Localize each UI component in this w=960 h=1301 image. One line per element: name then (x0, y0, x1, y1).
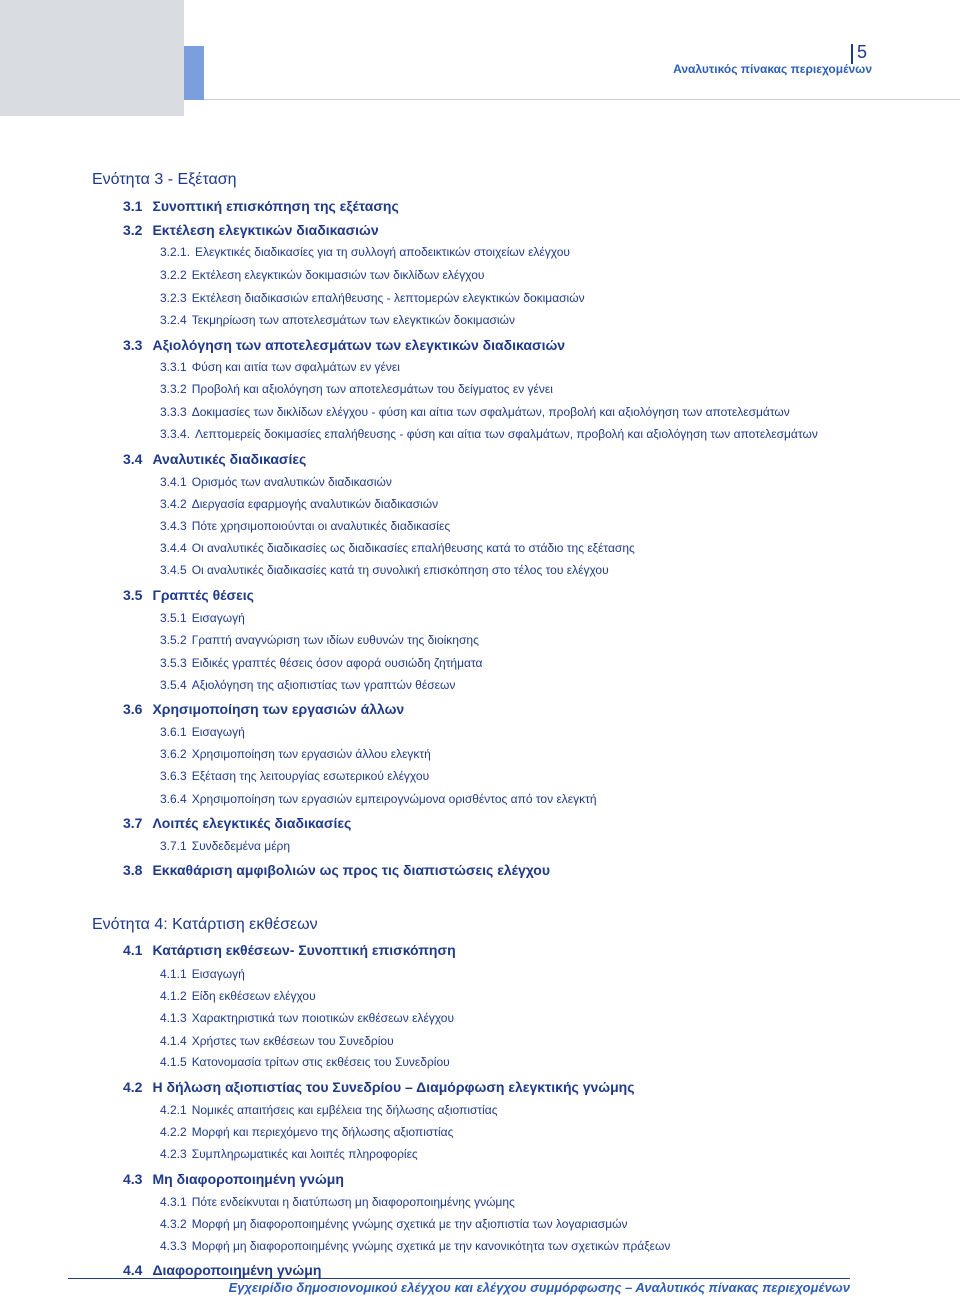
toc-title: Μορφή μη διαφοροποιημένης γνώμης σχετικά με την κανονικότητα των σχετικών πράξεων (191, 1239, 671, 1253)
toc-title: Πότε χρησιμοποιούνται οι αναλυτικές διαδικασίες (191, 519, 451, 533)
toc-subsection[interactable] (160, 967, 245, 981)
toc-number: 3.4 (123, 451, 143, 467)
toc-subsection[interactable] (160, 792, 597, 806)
toc-title: Τεκμηρίωση των αποτελεσμάτων των ελεγκτικών δοκιμασιών (191, 313, 515, 327)
toc-number: 3.4.5 (160, 563, 187, 577)
toc-chapter[interactable] (92, 171, 237, 189)
toc-number: 3.5.1 (160, 611, 187, 625)
toc-subsection[interactable] (160, 747, 431, 761)
toc-subsection[interactable] (160, 563, 609, 577)
toc-section[interactable] (123, 862, 550, 878)
toc-subsection[interactable] (160, 989, 316, 1003)
toc-subsection[interactable] (160, 611, 245, 625)
toc-number: 3.5 (123, 587, 143, 603)
toc-number: 4.1.3 (160, 1011, 187, 1025)
toc-number: 3.5.4 (160, 678, 187, 692)
toc-subsection[interactable] (160, 678, 455, 692)
toc-subsection[interactable] (160, 427, 818, 441)
toc-number: 3.3.4. (160, 427, 191, 441)
toc-number: 4.2 (123, 1079, 143, 1095)
toc-subsection[interactable] (160, 519, 450, 533)
header-blue-bar (184, 46, 204, 100)
toc-number: 3.3.3 (160, 405, 187, 419)
toc-subsection[interactable] (160, 1147, 418, 1161)
toc-title: Εισαγωγή (191, 611, 245, 625)
toc-title: Δοκιμασίες των δικλίδων ελέγχου - φύση και αίτια των σφαλμάτων, προβολή και αξιολόγηση των αποτελεσμάτων (191, 405, 790, 419)
footer-rule (68, 1278, 850, 1279)
toc-title: Εκτέλεση ελεγκτικών δοκιμασιών των δικλίδων ελέγχου (191, 268, 485, 282)
toc-title: Νομικές απαιτήσεις και εμβέλεια της δήλωσης αξιοπιστίας (191, 1103, 498, 1117)
toc-number: 3.7 (123, 815, 143, 831)
toc-title: Λοιπές ελεγκτικές διαδικασίες (152, 815, 352, 831)
toc-title: Εκτέλεση ελεγκτικών διαδικασιών (152, 222, 379, 238)
toc-number: 3.4.3 (160, 519, 187, 533)
toc-title: Προβολή και αξιολόγηση των αποτελεσμάτων του δείγματος εν γένει (191, 382, 553, 396)
toc-section[interactable] (123, 1079, 635, 1095)
toc-number: 3.6.4 (160, 792, 187, 806)
footer-title: Εγχειρίδιο δημοσιονομικού ελέγχου και ελέγχου συμμόρφωσης – Αναλυτικός πίνακας περιεχομένων (228, 1280, 850, 1295)
toc-title: Μορφή και περιεχόμενο της δήλωσης αξιοπιστίας (191, 1125, 454, 1139)
toc-subsection[interactable] (160, 360, 400, 374)
toc-subsection[interactable] (160, 769, 429, 783)
toc-subsection[interactable] (160, 1239, 670, 1253)
toc-number: 3.4.1 (160, 475, 187, 489)
toc-title: Αξιολόγηση της αξιοπιστίας των γραπτών θέσεων (191, 678, 456, 692)
toc-section[interactable] (123, 1171, 344, 1187)
toc-number: 3.3.1 (160, 360, 187, 374)
toc-number: 4.3.2 (160, 1217, 187, 1231)
toc-chapter[interactable] (92, 916, 318, 934)
toc-title: Συμπληρωματικές και λοιπές πληροφορίες (191, 1147, 418, 1161)
toc-subsection[interactable] (160, 475, 392, 489)
page-number: 5 (856, 42, 867, 62)
toc-section[interactable] (123, 587, 254, 603)
toc-title: Εξέταση της λειτουργίας εσωτερικού ελέγχου (191, 769, 430, 783)
toc-number: 4.3.1 (160, 1195, 187, 1209)
toc-number: 3.2.1. (160, 245, 191, 259)
toc-number: 3.6.1 (160, 725, 187, 739)
toc-number: 3.2.3 (160, 291, 187, 305)
toc-title: Αξιολόγηση των αποτελεσμάτων των ελεγκτικών διαδικασιών (152, 337, 566, 353)
header-rule (204, 99, 960, 100)
toc-number: 3.5.3 (160, 656, 187, 670)
toc-number: 4.1.4 (160, 1034, 187, 1048)
toc-title: Κατονομασία τρίτων στις εκθέσεις του Συνεδρίου (191, 1055, 450, 1069)
toc-title: Πότε ενδείκνυται η διατύπωση μη διαφοροποιημένης γνώμης (191, 1195, 515, 1209)
toc-title: Ενότητα 3 - Εξέταση (92, 171, 237, 188)
toc-title: Συνοπτική επισκόπηση της εξέτασης (152, 198, 399, 214)
toc-subsection[interactable] (160, 656, 482, 670)
toc-subsection[interactable] (160, 1125, 453, 1139)
toc-title: Χρησιμοποίηση των εργασιών εμπειρογνώμονα ορισθέντος από τον ελεγκτή (191, 792, 597, 806)
toc-title: Εκκαθάριση αμφιβολιών ως προς τις διαπιστώσεις ελέγχου (152, 862, 550, 878)
toc-number: 3.2.2 (160, 268, 187, 282)
toc-subsection[interactable] (160, 268, 484, 282)
toc-title: Ενότητα 4: Κατάρτιση εκθέσεων (92, 916, 318, 933)
toc-subsection[interactable] (160, 291, 585, 305)
toc-number: 4.3.3 (160, 1239, 187, 1253)
toc-subsection[interactable] (160, 1103, 498, 1117)
toc-number: 3.5.2 (160, 633, 187, 647)
toc-section[interactable] (123, 701, 404, 717)
toc-title: Εισαγωγή (191, 967, 245, 981)
toc-title: Διαφοροποιημένη γνώμη (152, 1262, 322, 1278)
toc-number: 3.2.4 (160, 313, 187, 327)
toc-subsection[interactable] (160, 1034, 394, 1048)
toc-subsection[interactable] (160, 633, 479, 647)
toc-title: Μη διαφοροποιημένη γνώμη (152, 1171, 344, 1187)
toc-title: Εισαγωγή (191, 725, 245, 739)
toc-subsection[interactable] (160, 313, 515, 327)
toc-title: Διεργασία εφαρμογής αναλυτικών διαδικασιών (191, 497, 439, 511)
toc-number: 4.1.1 (160, 967, 187, 981)
toc-number: 3.3.2 (160, 382, 187, 396)
toc-subsection[interactable] (160, 1195, 515, 1209)
toc-subsection[interactable] (160, 1217, 628, 1231)
toc-section[interactable] (123, 337, 565, 353)
toc-title: Γραπτή αναγνώριση των ιδίων ευθυνών της διοίκησης (191, 633, 479, 647)
toc-title: Χαρακτηριστικά των ποιοτικών εκθέσεων ελέγχου (191, 1011, 455, 1025)
toc-subsection[interactable] (160, 839, 290, 853)
toc-title: Γραπτές θέσεις (152, 587, 254, 603)
toc-number: 3.2 (123, 222, 143, 238)
toc-title: Η δήλωση αξιοπιστίας του Συνεδρίου – Διαμόρφωση ελεγκτικής γνώμης (152, 1079, 635, 1095)
toc-title: Συνδεδεμένα μέρη (191, 839, 291, 853)
toc-number: 4.2.2 (160, 1125, 187, 1139)
toc-number: 4.1.5 (160, 1055, 187, 1069)
toc-title: Εκτέλεση διαδικασιών επαλήθευσης - λεπτομερών ελεγκτικών δοκιμασιών (191, 291, 585, 305)
toc-section[interactable] (123, 1262, 321, 1278)
header-gray-block (0, 0, 184, 116)
toc-subsection[interactable] (160, 245, 570, 259)
toc-title: Οι αναλυτικές διαδικασίες ως διαδικασίες επαλήθευσης κατά το στάδιο της εξέτασης (191, 541, 635, 555)
toc-number: 3.1 (123, 198, 143, 214)
toc-number: 3.4.4 (160, 541, 187, 555)
toc-section[interactable] (123, 942, 456, 958)
page-number-tick (851, 44, 853, 64)
toc-title: Χρησιμοποίηση των εργασιών άλλου ελεγκτή (191, 747, 431, 761)
toc-title: Αναλυτικές διαδικασίες (152, 451, 307, 467)
toc-title: Χρήστες των εκθέσεων του Συνεδρίου (191, 1034, 394, 1048)
toc-number: 3.6.2 (160, 747, 187, 761)
toc-number: 4.2.1 (160, 1103, 187, 1117)
toc-section[interactable] (123, 451, 306, 467)
toc-section[interactable] (123, 222, 379, 238)
toc-title: Χρησιμοποίηση των εργασιών άλλων (152, 701, 405, 717)
running-title: Αναλυτικός πίνακας περιεχομένων (673, 62, 872, 76)
toc-title: Ορισμός των αναλυτικών διαδικασιών (191, 475, 392, 489)
toc-number: 3.6.3 (160, 769, 187, 783)
toc-number: 3.3 (123, 337, 143, 353)
toc-title: Κατάρτιση εκθέσεων- Συνοπτική επισκόπηση (152, 942, 456, 958)
toc-number: 3.7.1 (160, 839, 187, 853)
toc-number: 3.6 (123, 701, 143, 717)
toc-subsection[interactable] (160, 497, 438, 511)
toc-number: 4.1 (123, 942, 143, 958)
toc-subsection[interactable] (160, 1011, 454, 1025)
toc-number: 4.4 (123, 1262, 143, 1278)
toc-title: Ειδικές γραπτές θέσεις όσον αφορά ουσιώδη ζητήματα (191, 656, 483, 670)
toc-title: Οι αναλυτικές διαδικασίες κατά τη συνολική επισκόπηση στο τέλος του ελέγχου (191, 563, 609, 577)
toc-number: 4.1.2 (160, 989, 187, 1003)
toc-title: Φύση και αιτία των σφαλμάτων εν γένει (191, 360, 400, 374)
toc-number: 3.4.2 (160, 497, 187, 511)
toc-number: 4.3 (123, 1171, 143, 1187)
toc-subsection[interactable] (160, 405, 790, 419)
toc-title: Μορφή μη διαφοροποιημένης γνώμης σχετικά με την αξιοπιστία των λογαριασμών (191, 1217, 628, 1231)
toc-subsection[interactable] (160, 1055, 450, 1069)
toc-number: 4.2.3 (160, 1147, 187, 1161)
toc-number: 3.8 (123, 862, 143, 878)
toc-section[interactable] (123, 198, 399, 214)
toc-section[interactable] (123, 815, 351, 831)
toc-title: Είδη εκθέσεων ελέγχου (191, 989, 316, 1003)
toc-title: Ελεγκτικές διαδικασίες για τη συλλογή αποδεικτικών στοιχείων ελέγχου (195, 245, 570, 259)
toc-title: Λεπτομερείς δοκιμασίες επαλήθευσης - φύση και αίτια των σφαλμάτων, προβολή και αξιολόγηση των αποτελεσμάτων (195, 427, 818, 441)
toc-subsection[interactable] (160, 541, 635, 555)
toc-subsection[interactable] (160, 382, 553, 396)
toc-subsection[interactable] (160, 725, 245, 739)
